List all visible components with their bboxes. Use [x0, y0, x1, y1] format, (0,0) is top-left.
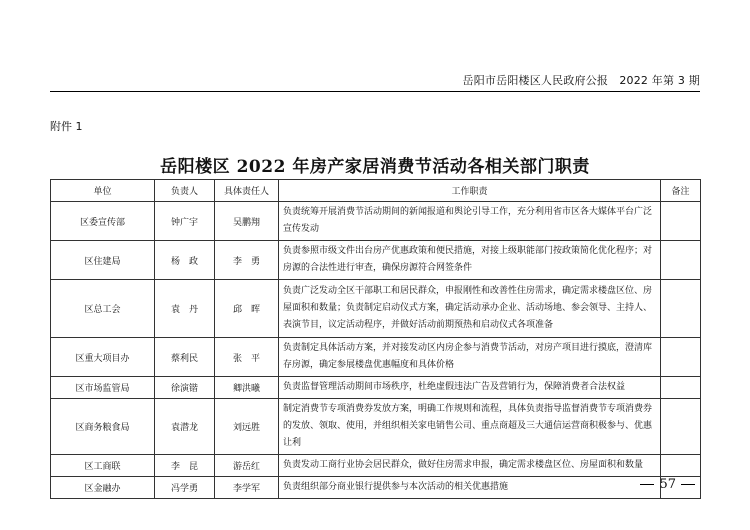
- cell-unit: 区市场监管局: [51, 377, 155, 399]
- cell-duty: 负责组织部分商业银行提供参与本次活动的相关优惠措施: [279, 477, 661, 499]
- cell-staff: 吴鹏翔: [215, 202, 279, 241]
- cell-leader: 李 昆: [155, 455, 215, 477]
- table-row: [51, 477, 701, 499]
- cell-duty: 负责制定具体活动方案，并对接发动区内房企参与消费节活动，对房产项目进行摸底，澄清库存房源，确定参展楼盘优惠幅度和具体价格: [279, 338, 661, 377]
- table-row: [51, 241, 701, 280]
- column-header-duty: 工作职责: [279, 180, 661, 202]
- page-number: [635, 477, 700, 492]
- cell-note: [661, 280, 701, 338]
- cell-note: [661, 202, 701, 241]
- cell-staff: 李 勇: [215, 241, 279, 280]
- attachment-label: 附件 1: [50, 120, 83, 133]
- cell-staff: 刘远胜: [215, 399, 279, 455]
- cell-staff: 李学军: [215, 477, 279, 499]
- document-title: 岳阳楼区 2022 年房产家居消费节活动各相关部门职责: [160, 157, 590, 177]
- page-number-text: 57: [659, 477, 676, 492]
- cell-note: [661, 377, 701, 399]
- column-header-unit: 单位: [51, 180, 155, 202]
- cell-note: [661, 455, 701, 477]
- cell-duty: 制定消费节专项消费券发放方案，明确工作规则和流程，具体负责指导监督消费节专项消费券的发放、领取、使用，并组织相关家电销售公司、重点商超及三大通信运营商积极参与、优惠让利: [279, 399, 661, 455]
- cell-leader: 杨 政: [155, 241, 215, 280]
- cell-duty: 负责统筹开展消费节活动期间的新闻报道和舆论引导工作，充分利用省市区各大媒体平台广泛宣传发动: [279, 202, 661, 241]
- publication-header: 岳阳市岳阳楼区人民政府公报 2022 年第 3 期: [462, 74, 700, 87]
- table-row: [51, 338, 701, 377]
- column-header-note: 备注: [661, 180, 701, 202]
- cell-staff: 张 平: [215, 338, 279, 377]
- cell-staff: 邱 晖: [215, 280, 279, 338]
- duties-table: [50, 179, 701, 499]
- cell-leader: 蔡利民: [155, 338, 215, 377]
- cell-duty: 负责参照市级文件出台房产优惠政策和便民措施，对接上级职能部门按政策简化优化程序；对房源的合法性进行审查，确保房源符合网签条件: [279, 241, 661, 280]
- table-row: [51, 399, 701, 455]
- table-header-row: [51, 180, 701, 202]
- cell-unit: 区金融办: [51, 477, 155, 499]
- cell-unit: 区总工会: [51, 280, 155, 338]
- cell-unit: 区商务粮食局: [51, 399, 155, 455]
- cell-leader: 冯学勇: [155, 477, 215, 499]
- cell-note: [661, 241, 701, 280]
- cell-note: [661, 399, 701, 455]
- table-row: [51, 377, 701, 399]
- cell-leader: 袁 丹: [155, 280, 215, 338]
- header-divider: [50, 91, 700, 92]
- cell-unit: 区住建局: [51, 241, 155, 280]
- page-dash-left: [640, 484, 654, 485]
- cell-staff: 游岳红: [215, 455, 279, 477]
- table-row: [51, 280, 701, 338]
- cell-leader: 徐演锴: [155, 377, 215, 399]
- page-dash-right: [681, 484, 695, 485]
- cell-leader: 钟广宇: [155, 202, 215, 241]
- cell-staff: 卿洪曦: [215, 377, 279, 399]
- table-row: [51, 455, 701, 477]
- table-row: [51, 202, 701, 241]
- cell-leader: 袁潜龙: [155, 399, 215, 455]
- cell-unit: 区工商联: [51, 455, 155, 477]
- column-header-leader: 负责人: [155, 180, 215, 202]
- column-header-staff: 具体责任人: [215, 180, 279, 202]
- cell-duty: 负责广泛发动全区干部职工和居民群众，申报刚性和改善性住房需求，确定需求楼盘区位、房屋面积和数量；负责制定启动仪式方案，确定活动承办企业、活动场地、参会领导、主持人、表演节目，议定活动程序，并做好活动前期预热和启动仪式各项准备: [279, 280, 661, 338]
- cell-unit: 区委宣传部: [51, 202, 155, 241]
- cell-unit: 区重大项目办: [51, 338, 155, 377]
- cell-duty: 负责监督管理活动期间市场秩序，杜绝虚假违法广告及营销行为，保障消费者合法权益: [279, 377, 661, 399]
- cell-note: [661, 338, 701, 377]
- cell-duty: 负责发动工商行业协会居民群众，做好住房需求申报，确定需求楼盘区位、房屋面积和数量: [279, 455, 661, 477]
